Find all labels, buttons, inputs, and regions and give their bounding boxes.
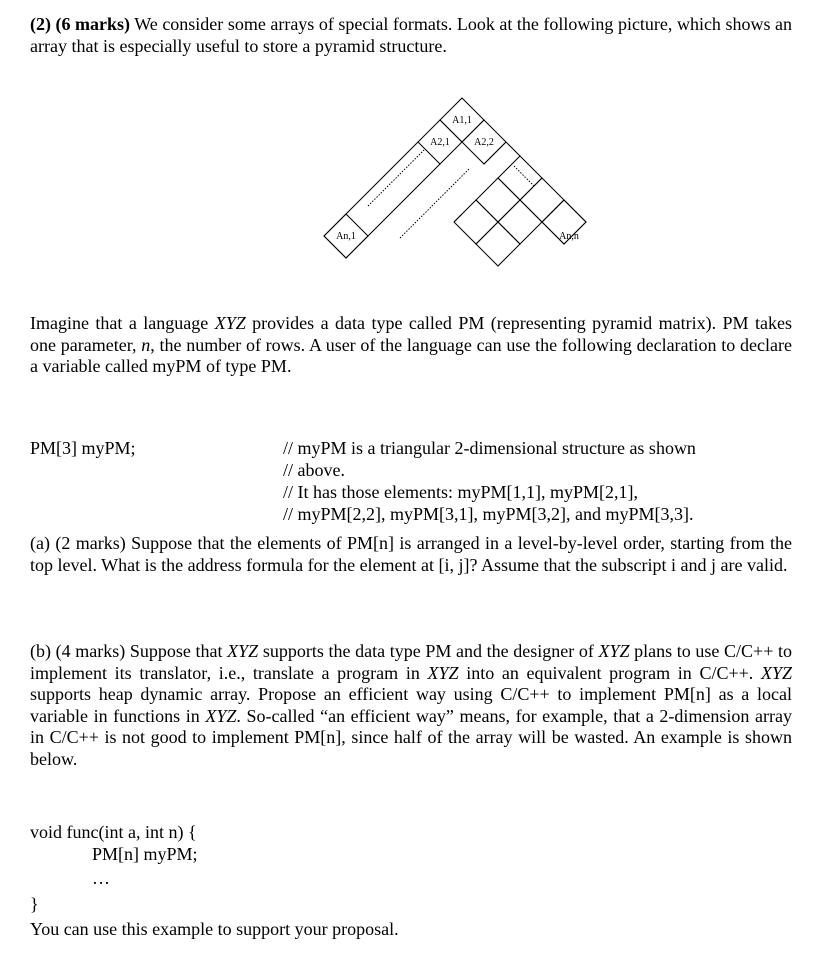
cell-r1 [498,156,542,200]
pyramid-diagram [300,96,610,268]
code-line: } [30,894,39,914]
label-an1: An,1 [336,231,356,242]
comment-line: // myPM is a triangular 2-dimensional structure as shown [283,438,696,458]
part-a: (a) (2 marks) Suppose that the elements of PM[n] is arranged in a level-by-level order, starting from the top level. What is the address formula for the element at [i, j]? Assume that the subscript i and j are valid. [30,533,792,575]
left-dots [368,150,424,206]
cell-r2 [520,178,564,222]
label-a11: A1,1 [452,115,472,126]
question-marks: (6 marks) [55,14,131,34]
intro-text: We consider some arrays of special formats. Look at the following picture, which shows an array that is especially useful to store a pyramid structure. [30,14,792,56]
right-band [506,142,520,156]
comment-line: // above. [283,460,345,480]
label-ann: An,n [559,231,579,242]
label-a21: A2,1 [430,137,450,148]
code-line: void func(int a, int n) { [30,822,197,842]
cell-b1 [454,200,498,244]
question-number: (2) [30,14,51,34]
cell-b2 [476,178,520,222]
declaration-comments [283,437,803,525]
cell-b3 [476,222,520,266]
right-dots [514,166,534,186]
question-intro [30,14,792,57]
label-a22: A2,2 [474,137,494,148]
cell-b4 [498,200,542,244]
lang-name: XYZ [214,313,246,333]
comment-line: // It has those elements: myPM[1,1], myPM[2,1], [283,482,638,502]
closing-text: You can use this example to support your proposal. [30,919,399,939]
comment-line: // myPM[2,2], myPM[3,1], myPM[3,2], and myPM[3,3]. [283,504,694,524]
code-example [30,821,198,915]
paragraph-pm: Imagine that a language XYZ provides a data type called PM (representing pyramid matrix). PM takes one parameter, n, the number of rows. A user of the language can use the following declaration to declare a variable called myPM of type PM. [30,313,792,376]
part-b: (b) (4 marks) Suppose that XYZ supports the data type PM and the designer of XYZ plans to use C/C++ to implement its translator, i.e., translate a program in XYZ into an equivalent program in C/C++. XYZ supports heap dynamic array. Propose an efficient way using C/C++ to implement PM[n] as a local variable in functions in XYZ. So-called “an efficient way” means, for example, that a 2-dimension array in C/C++ is not good to implement PM[n], since half of the array will be wasted. An example is shown below. [30,641,793,769]
code-line: … [92,868,110,888]
param-n: n [141,334,151,355]
declaration-code: PM[3] myPM; [30,438,136,458]
code-line: PM[n] myPM; [92,844,198,864]
